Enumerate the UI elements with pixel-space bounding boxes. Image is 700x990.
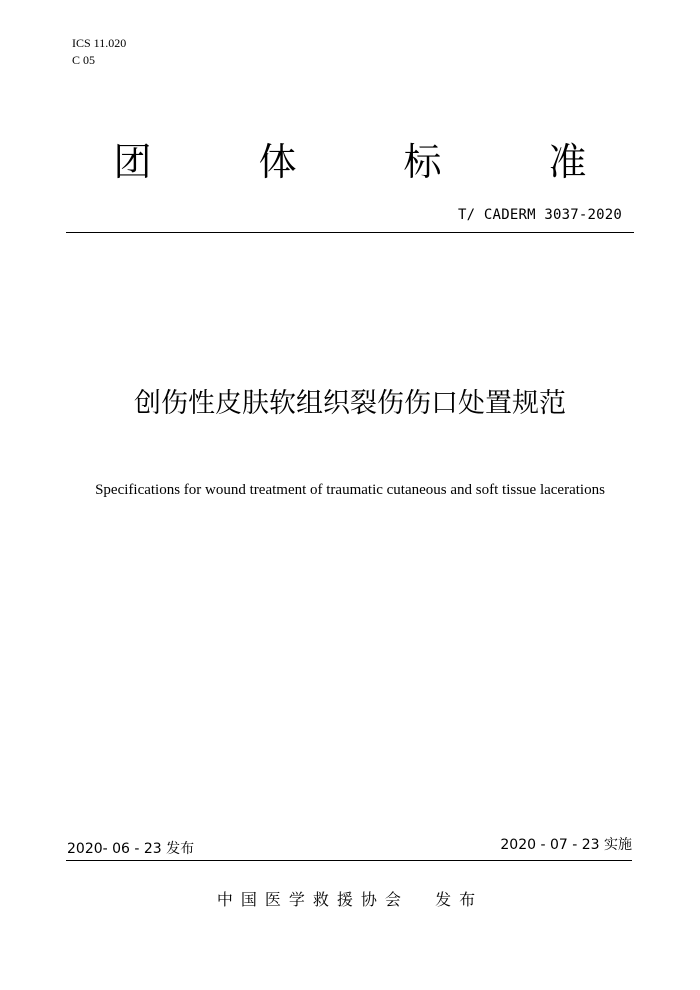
implementation-date: 2020 - 07 - 23 实施 xyxy=(500,837,632,853)
issue-date: 2020- 06 - 23 发布 xyxy=(67,841,195,857)
bottom-divider xyxy=(66,860,632,861)
english-title: Specifications for wound treatment of traumatic cutaneous and soft tissue lacerations xyxy=(95,482,605,498)
standard-type-char: 体 xyxy=(258,140,297,184)
ics-code: ICS 11.020 xyxy=(72,36,127,50)
standard-type-char: 标 xyxy=(403,140,442,184)
classification-codes xyxy=(72,35,126,69)
standard-type-title xyxy=(60,138,640,188)
chinese-title: 创伤性皮肤软组织裂伤伤口处置规范 xyxy=(134,388,566,419)
ccs-code: C 05 xyxy=(72,53,96,67)
standard-type-char: 团 xyxy=(113,140,152,184)
standard-number: T/ CADERM 3037-2020 xyxy=(458,207,622,223)
top-divider xyxy=(66,232,634,233)
publisher: 中国医学救援协会 发布 xyxy=(216,890,484,909)
standard-type-char: 准 xyxy=(548,140,587,184)
